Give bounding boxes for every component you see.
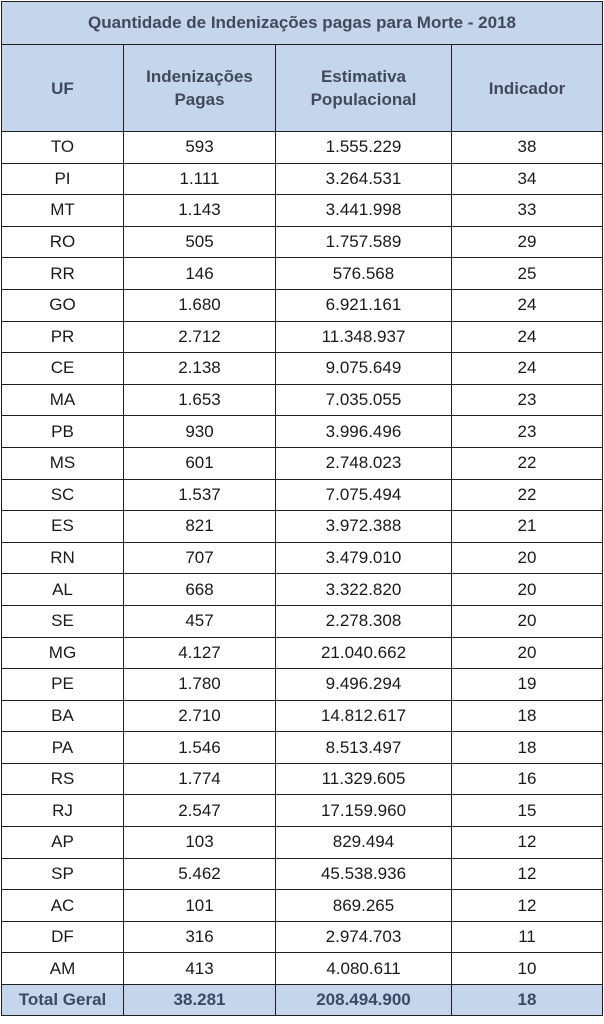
cell-uf: DF xyxy=(2,921,124,953)
table-row xyxy=(2,447,603,479)
cell-indenizacoes: 1.653 xyxy=(124,384,276,416)
cell-estimativa: 2.974.703 xyxy=(276,921,452,953)
cell-indicador: 19 xyxy=(452,669,603,701)
cell-estimativa: 9.496.294 xyxy=(276,669,452,701)
cell-estimativa: 17.159.960 xyxy=(276,795,452,827)
cell-indicador: 15 xyxy=(452,795,603,827)
table-row xyxy=(2,763,603,795)
cell-indenizacoes: 593 xyxy=(124,132,276,164)
cell-indenizacoes: 668 xyxy=(124,574,276,606)
cell-indicador: 12 xyxy=(452,858,603,890)
cell-uf: MS xyxy=(2,447,124,479)
total-estimativa: 208.494.900 xyxy=(276,985,452,1016)
header-indicador-label: Indicador xyxy=(488,78,566,98)
cell-indicador: 23 xyxy=(452,416,603,448)
cell-uf: SC xyxy=(2,479,124,511)
indemnities-table xyxy=(1,1,603,1016)
cell-uf: PE xyxy=(2,669,124,701)
cell-indenizacoes: 1.537 xyxy=(124,479,276,511)
cell-indenizacoes: 101 xyxy=(124,890,276,922)
cell-uf: PA xyxy=(2,732,124,764)
cell-indicador: 24 xyxy=(452,321,603,353)
cell-indicador: 18 xyxy=(452,732,603,764)
cell-estimativa: 7.075.494 xyxy=(276,479,452,511)
cell-uf: SP xyxy=(2,858,124,890)
cell-estimativa: 3.441.998 xyxy=(276,195,452,227)
cell-estimativa: 3.996.496 xyxy=(276,416,452,448)
cell-uf: MA xyxy=(2,384,124,416)
cell-estimativa: 3.264.531 xyxy=(276,163,452,195)
cell-indicador: 20 xyxy=(452,542,603,574)
cell-indenizacoes: 316 xyxy=(124,921,276,953)
table-row xyxy=(2,574,603,606)
total-row xyxy=(2,985,603,1016)
cell-uf: PI xyxy=(2,163,124,195)
cell-estimativa: 8.513.497 xyxy=(276,732,452,764)
cell-estimativa: 3.322.820 xyxy=(276,574,452,606)
cell-indicador: 20 xyxy=(452,637,603,669)
cell-indenizacoes: 1.111 xyxy=(124,163,276,195)
table-row xyxy=(2,289,603,321)
table-row xyxy=(2,163,603,195)
cell-estimativa: 4.080.611 xyxy=(276,953,452,985)
cell-estimativa: 2.748.023 xyxy=(276,447,452,479)
cell-indenizacoes: 2.712 xyxy=(124,321,276,353)
table-row xyxy=(2,542,603,574)
cell-estimativa: 21.040.662 xyxy=(276,637,452,669)
table-row xyxy=(2,384,603,416)
cell-indenizacoes: 2.547 xyxy=(124,795,276,827)
table-row xyxy=(2,795,603,827)
cell-indicador: 34 xyxy=(452,163,603,195)
cell-indenizacoes: 601 xyxy=(124,447,276,479)
table-row xyxy=(2,226,603,258)
cell-indenizacoes: 103 xyxy=(124,827,276,859)
header-uf-label: UF xyxy=(51,78,74,98)
cell-estimativa: 7.035.055 xyxy=(276,384,452,416)
cell-indenizacoes: 146 xyxy=(124,258,276,290)
table-title: Quantidade de Indenizações pagas para Morte - 2018 xyxy=(2,2,603,45)
cell-indicador: 23 xyxy=(452,384,603,416)
table-row xyxy=(2,700,603,732)
table-row xyxy=(2,416,603,448)
cell-indicador: 22 xyxy=(452,447,603,479)
cell-uf: MT xyxy=(2,195,124,227)
cell-indenizacoes: 1.546 xyxy=(124,732,276,764)
cell-indenizacoes: 413 xyxy=(124,953,276,985)
table-row xyxy=(2,858,603,890)
cell-indenizacoes: 5.462 xyxy=(124,858,276,890)
cell-uf: MG xyxy=(2,637,124,669)
header-estimativa xyxy=(276,45,452,132)
cell-estimativa: 829.494 xyxy=(276,827,452,859)
cell-indicador: 29 xyxy=(452,226,603,258)
cell-uf: BA xyxy=(2,700,124,732)
cell-uf: AL xyxy=(2,574,124,606)
table-row xyxy=(2,827,603,859)
total-indicador: 18 xyxy=(452,985,603,1016)
cell-indicador: 24 xyxy=(452,289,603,321)
cell-uf: AC xyxy=(2,890,124,922)
cell-estimativa: 1.555.229 xyxy=(276,132,452,164)
cell-uf: RJ xyxy=(2,795,124,827)
table-row xyxy=(2,132,603,164)
cell-indicador: 16 xyxy=(452,763,603,795)
cell-estimativa: 45.538.936 xyxy=(276,858,452,890)
cell-indenizacoes: 505 xyxy=(124,226,276,258)
table-row xyxy=(2,921,603,953)
cell-estimativa: 3.972.388 xyxy=(276,511,452,543)
table-title-row xyxy=(2,2,603,45)
cell-indenizacoes: 1.143 xyxy=(124,195,276,227)
cell-indenizacoes: 2.710 xyxy=(124,700,276,732)
cell-uf: RO xyxy=(2,226,124,258)
cell-indicador: 38 xyxy=(452,132,603,164)
cell-uf: PB xyxy=(2,416,124,448)
cell-uf: ES xyxy=(2,511,124,543)
cell-indenizacoes: 457 xyxy=(124,605,276,637)
cell-indenizacoes: 930 xyxy=(124,416,276,448)
cell-estimativa: 1.757.589 xyxy=(276,226,452,258)
header-indenizacoes-line1: Indenizações xyxy=(146,67,253,86)
cell-indenizacoes: 1.780 xyxy=(124,669,276,701)
table-row xyxy=(2,479,603,511)
cell-indicador: 12 xyxy=(452,827,603,859)
cell-indenizacoes: 1.774 xyxy=(124,763,276,795)
cell-uf: PR xyxy=(2,321,124,353)
header-indenizacoes xyxy=(124,45,276,132)
table-row xyxy=(2,511,603,543)
cell-indicador: 21 xyxy=(452,511,603,543)
table-row xyxy=(2,953,603,985)
cell-indicador: 25 xyxy=(452,258,603,290)
cell-uf: RR xyxy=(2,258,124,290)
cell-estimativa: 9.075.649 xyxy=(276,353,452,385)
cell-estimativa: 11.348.937 xyxy=(276,321,452,353)
cell-uf: RS xyxy=(2,763,124,795)
table-row xyxy=(2,353,603,385)
header-estimativa-line1: Estimativa xyxy=(320,67,407,86)
table-body xyxy=(2,132,603,985)
cell-uf: AM xyxy=(2,953,124,985)
table-row xyxy=(2,258,603,290)
cell-indicador: 10 xyxy=(452,953,603,985)
cell-uf: SE xyxy=(2,605,124,637)
cell-uf: AP xyxy=(2,827,124,859)
cell-estimativa: 869.265 xyxy=(276,890,452,922)
cell-estimativa: 6.921.161 xyxy=(276,289,452,321)
cell-indicador: 18 xyxy=(452,700,603,732)
cell-estimativa: 576.568 xyxy=(276,258,452,290)
cell-indenizacoes: 2.138 xyxy=(124,353,276,385)
table-header-row xyxy=(2,45,603,132)
cell-indenizacoes: 4.127 xyxy=(124,637,276,669)
cell-indenizacoes: 707 xyxy=(124,542,276,574)
header-uf xyxy=(2,45,124,132)
cell-uf: CE xyxy=(2,353,124,385)
cell-estimativa: 2.278.308 xyxy=(276,605,452,637)
cell-indicador: 24 xyxy=(452,353,603,385)
cell-uf: TO xyxy=(2,132,124,164)
header-indenizacoes-line2: Pagas xyxy=(174,90,225,109)
cell-estimativa: 3.479.010 xyxy=(276,542,452,574)
cell-indicador: 11 xyxy=(452,921,603,953)
cell-indicador: 33 xyxy=(452,195,603,227)
cell-indicador: 20 xyxy=(452,605,603,637)
cell-uf: RN xyxy=(2,542,124,574)
cell-indenizacoes: 1.680 xyxy=(124,289,276,321)
header-estimativa-line2: Populacional xyxy=(310,90,417,109)
total-label: Total Geral xyxy=(2,985,124,1016)
cell-estimativa: 11.329.605 xyxy=(276,763,452,795)
table-row xyxy=(2,321,603,353)
table-row xyxy=(2,669,603,701)
cell-indicador: 22 xyxy=(452,479,603,511)
table-row xyxy=(2,637,603,669)
cell-estimativa: 14.812.617 xyxy=(276,700,452,732)
cell-indenizacoes: 821 xyxy=(124,511,276,543)
cell-indicador: 20 xyxy=(452,574,603,606)
cell-indicador: 12 xyxy=(452,890,603,922)
header-indicador xyxy=(452,45,603,132)
table-row xyxy=(2,195,603,227)
table-row xyxy=(2,605,603,637)
table-row xyxy=(2,732,603,764)
total-indenizacoes: 38.281 xyxy=(124,985,276,1016)
cell-uf: GO xyxy=(2,289,124,321)
table-row xyxy=(2,890,603,922)
